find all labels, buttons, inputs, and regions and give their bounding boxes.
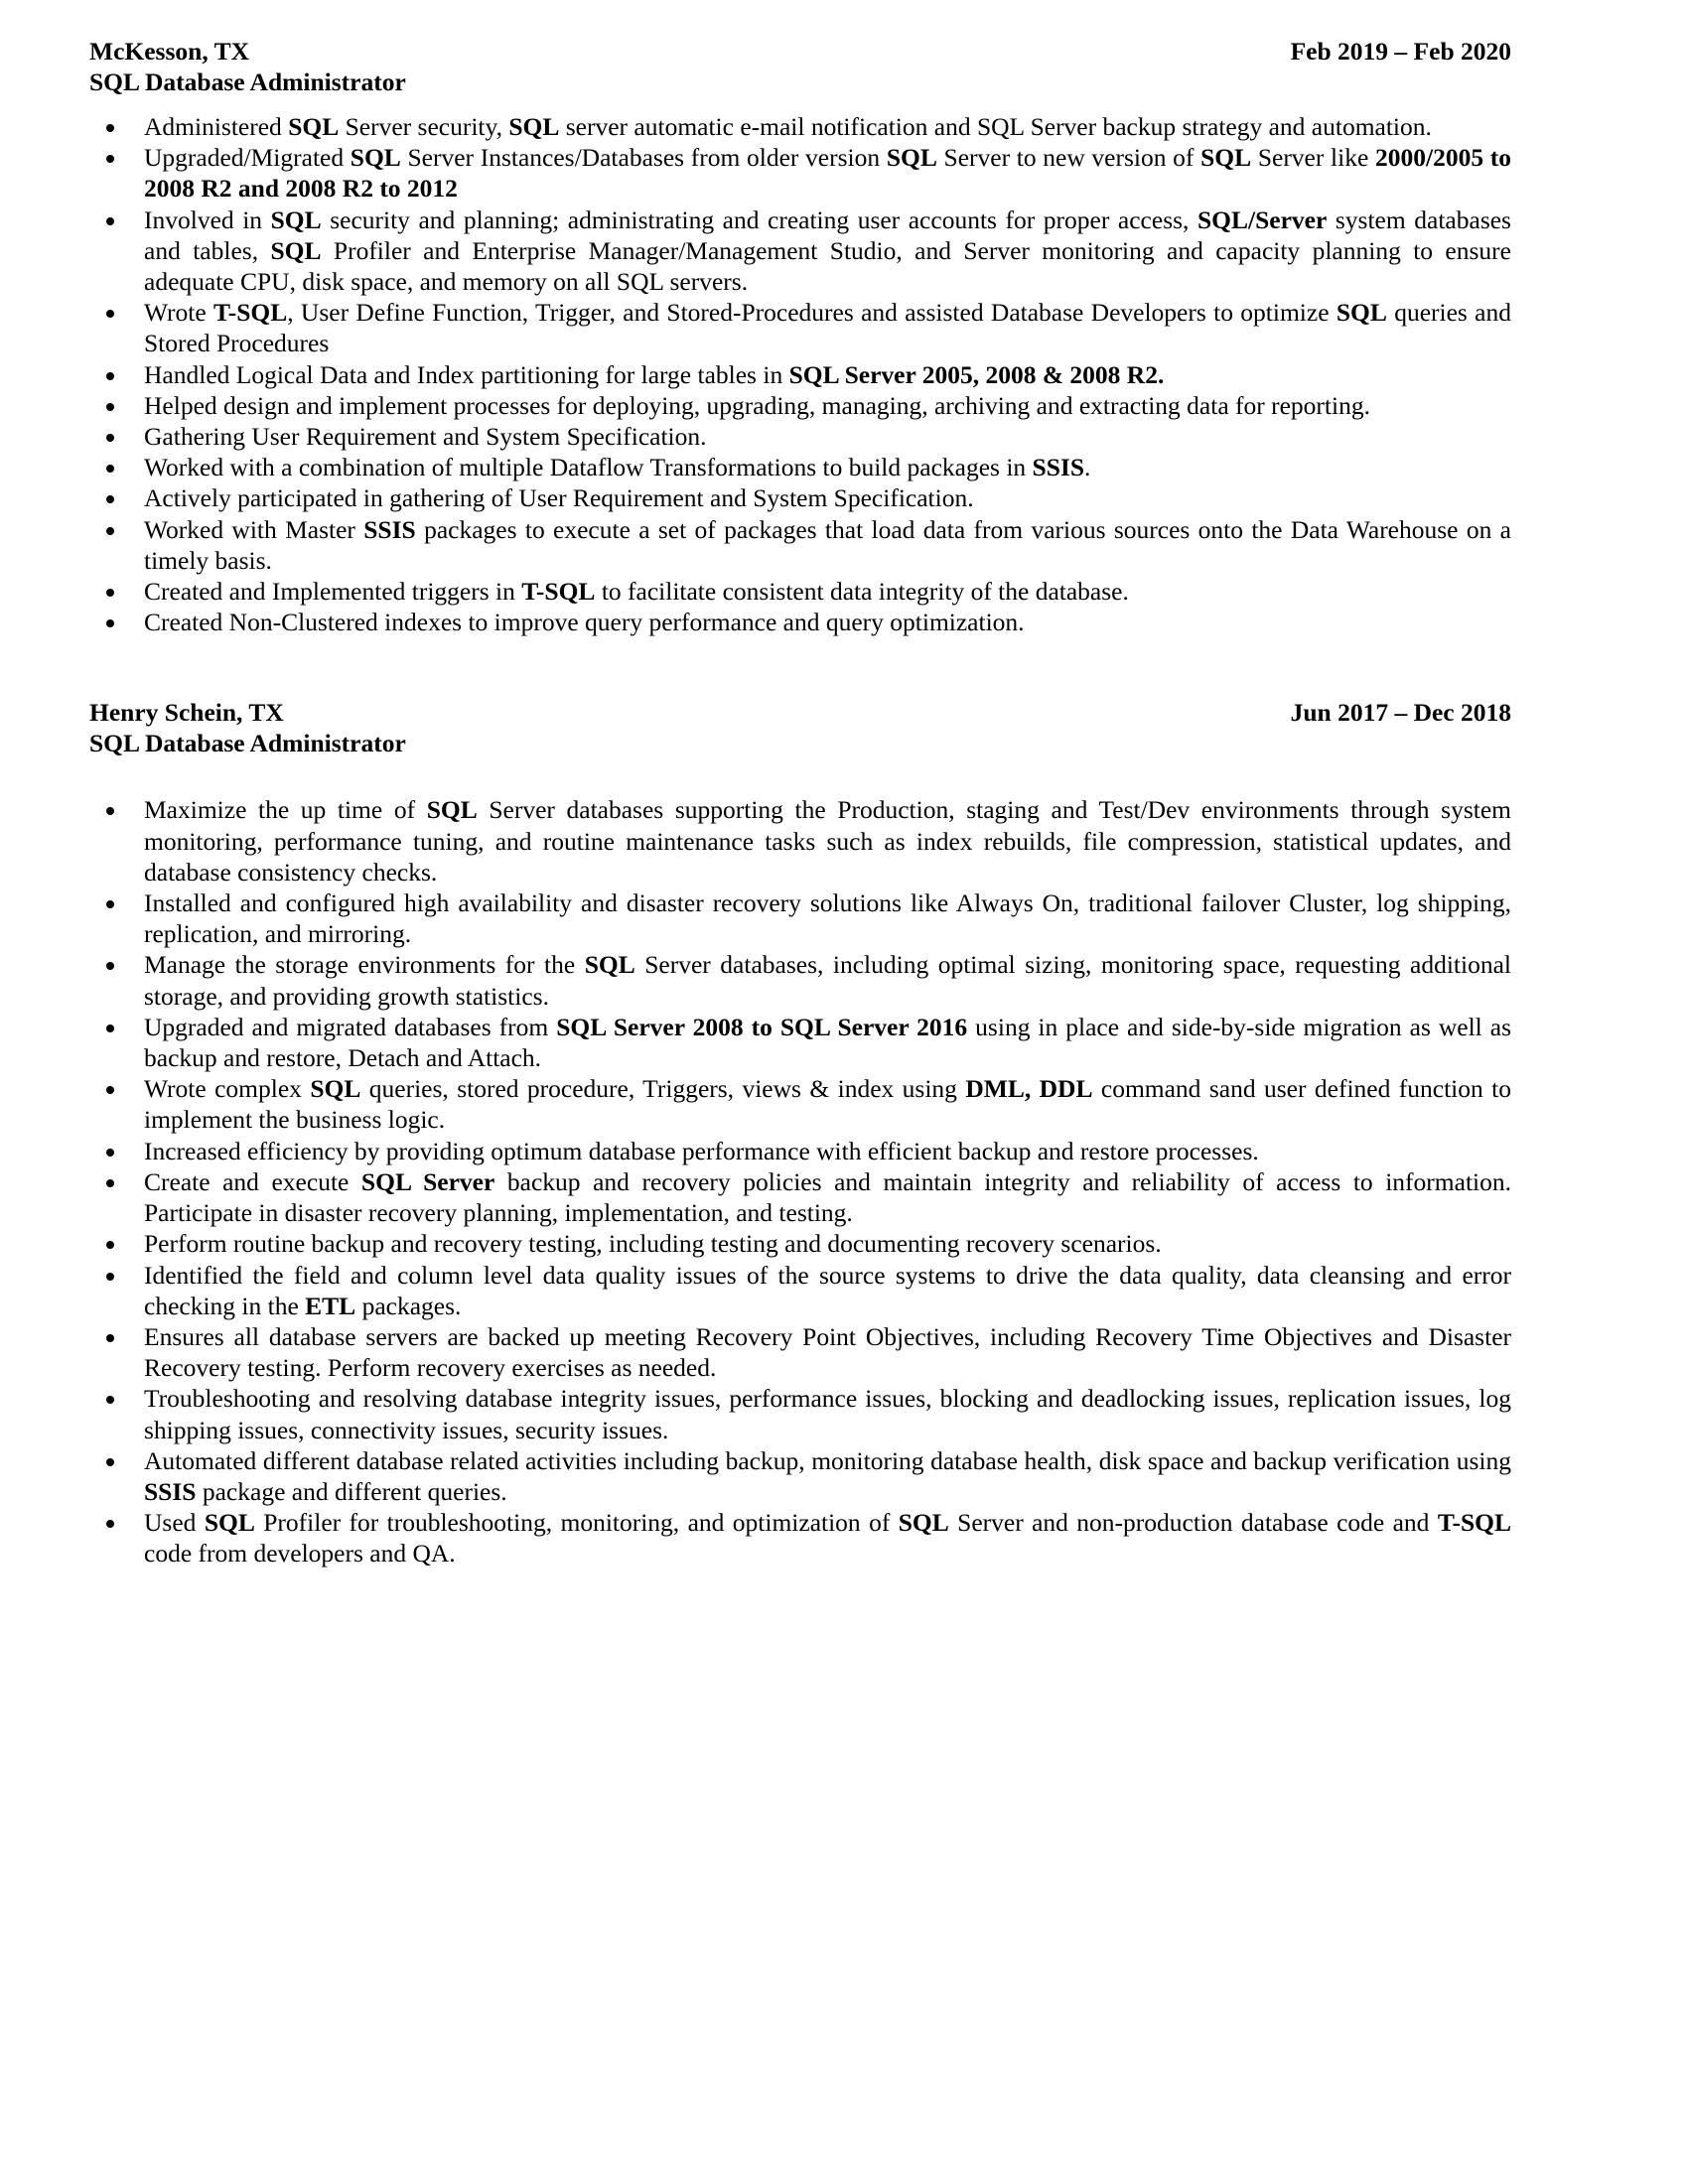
responsibility-item: Wrote T-SQL, User Define Function, Trigger, and Stored-Procedures and assisted Database Developers to optimize SQL queries and Stored Procedures: [89, 297, 1511, 358]
responsibility-item: Worked with a combination of multiple Dataflow Transformations to build packages in SSIS.: [89, 452, 1511, 482]
job-dates: Feb 2019 – Feb 2020: [1290, 37, 1511, 66]
job-title: SQL Database Administrator: [89, 68, 406, 96]
responsibility-item: Gathering User Requirement and System Specification.: [89, 421, 1511, 452]
section-spacer: [89, 637, 1511, 697]
responsibility-item: Used SQL Profiler for troubleshooting, monitoring, and optimization of SQL Server and non-production database code and T-SQL code from developers and QA.: [89, 1507, 1511, 1569]
responsibility-item: Involved in SQL security and planning; administrating and creating user accounts for proper access, SQL/Server system databases and tables, SQL Profiler and Enterprise Manager/Management Studio, and Server monitoring and capacity planning to ensure adequate CPU, disk space, and memory on all SQL servers.: [89, 205, 1511, 298]
responsibility-item: Administered SQL Server security, SQL server automatic e-mail notification and SQL Server backup strategy and automation.: [89, 111, 1511, 142]
experience-entry-1: [89, 36, 1511, 637]
responsibility-item: Actively participated in gathering of User Requirement and System Specification.: [89, 482, 1511, 513]
responsibility-item: Upgraded/Migrated SQL Server Instances/Databases from older version SQL Server to new version of SQL Server like 2000/2005 to 2008 R2 and 2008 R2 to 2012: [89, 142, 1511, 204]
spacer: [89, 758, 1511, 794]
responsibility-item: Upgraded and migrated databases from SQL Server 2008 to SQL Server 2016 using in place and side-by-side migration as well as backup and restore, Detach and Attach.: [89, 1012, 1511, 1073]
responsibility-item: Installed and configured high availability and disaster recovery solutions like Always On, traditional failover Cluster, log shipping, replication, and mirroring.: [89, 887, 1511, 949]
responsibility-item: Helped design and implement processes for deploying, upgrading, managing, archiving and extracting data for reporting.: [89, 390, 1511, 421]
job-header: [89, 36, 1511, 67]
responsibility-item: Manage the storage environments for the SQL Server databases, including optimal sizing, monitoring space, requesting additional storage, and providing growth statistics.: [89, 949, 1511, 1011]
job-title: SQL Database Administrator: [89, 729, 406, 758]
responsibility-list-2: [89, 794, 1511, 1569]
responsibility-item: Wrote complex SQL queries, stored procedure, Triggers, views & index using DML, DDL command sand user defined function to implement the business logic.: [89, 1073, 1511, 1135]
responsibility-item: Created Non-Clustered indexes to improve query performance and query optimization.: [89, 607, 1511, 637]
responsibility-item: Increased efficiency by providing optimum database performance with efficient backup and restore processes.: [89, 1136, 1511, 1166]
responsibility-item: Troubleshooting and resolving database integrity issues, performance issues, blocking and deadlocking issues, replication issues, log shipping issues, connectivity issues, security issues.: [89, 1383, 1511, 1444]
spacer: [89, 97, 1511, 111]
job-dates: Jun 2017 – Dec 2018: [1290, 698, 1511, 728]
job-header: [89, 697, 1511, 728]
responsibility-item: Create and execute SQL Server backup and recovery policies and maintain integrity and reliability of access to information. Participate in disaster recovery planning, implementation, and testing.: [89, 1166, 1511, 1228]
responsibility-item: Maximize the up time of SQL Server databases supporting the Production, staging and Test/Dev environments through system monitoring, performance tuning, and routine maintenance tasks such as index rebuilds, file compression, statistical updates, and database consistency checks.: [89, 794, 1511, 887]
job-company: McKesson, TX: [89, 37, 250, 66]
responsibility-item: Created and Implemented triggers in T-SQL to facilitate consistent data integrity of the database.: [89, 576, 1511, 607]
responsibility-item: Worked with Master SSIS packages to execute a set of packages that load data from various sources onto the Data Warehouse on a timely basis.: [89, 514, 1511, 576]
responsibility-list-1: [89, 111, 1511, 637]
responsibility-item: Ensures all database servers are backed up meeting Recovery Point Objectives, including Recovery Time Objectives and Disaster Recovery testing. Perform recovery exercises as needed.: [89, 1321, 1511, 1383]
responsibility-item: Perform routine backup and recovery testing, including testing and documenting recovery scenarios.: [89, 1228, 1511, 1259]
responsibility-item: Handled Logical Data and Index partitioning for large tables in SQL Server 2005, 2008 & 2008 R2.: [89, 359, 1511, 390]
job-company: Henry Schein, TX: [89, 698, 284, 728]
responsibility-item: Identified the field and column level data quality issues of the source systems to drive the data quality, data cleansing and error checking in the ETL packages.: [89, 1260, 1511, 1321]
experience-entry-2: [89, 697, 1511, 1569]
responsibility-item: Automated different database related activities including backup, monitoring database health, disk space and backup verification using SSIS package and different queries.: [89, 1445, 1511, 1507]
